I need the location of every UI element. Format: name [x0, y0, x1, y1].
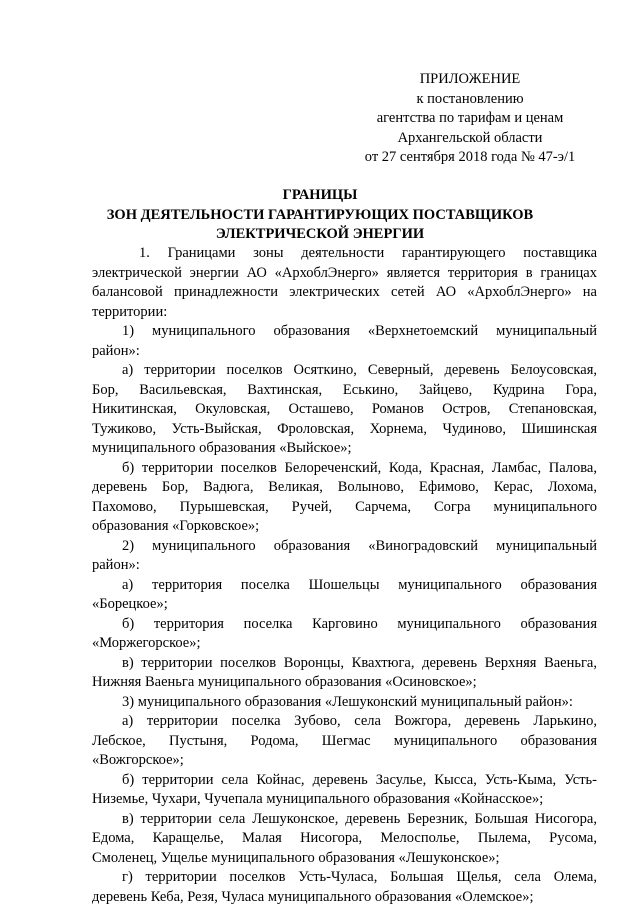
body-line: деревень Кеба, Резя, Чуласа муниципального образования «Олемское»;: [92, 888, 597, 907]
title-line: ГРАНИЦЫ: [0, 186, 640, 206]
body-line: б) территории поселков Белореченский, Кода, Красная, Ламбас, Палова,: [92, 459, 597, 479]
body-line: в) территории села Лешуконское, деревень Березник, Большая Нисогора,: [92, 810, 597, 830]
appendix-header: [340, 70, 600, 168]
body-line: Едома, Каращелье, Малая Нисогора, Мелосполье, Пылема, Русома,: [92, 829, 597, 849]
body-line: Тужиково, Усть-Выйская, Фроловская, Хорнема, Чудиново, Шишинская: [92, 420, 597, 440]
appendix-line: Архангельской области: [340, 129, 600, 149]
body-line: территории:: [92, 303, 597, 323]
appendix-title: ПРИЛОЖЕНИЕ: [340, 70, 600, 90]
body-line: б) территория поселка Карговино муниципального образования: [92, 615, 597, 635]
body-line: Низемье, Чухари, Чучепала муниципального образования «Койнасское»;: [92, 790, 597, 810]
body-line: муниципального образования «Выйское»;: [92, 439, 597, 459]
body-line: 3) муниципального образования «Лешуконский муниципальный район»:: [92, 693, 597, 713]
body-line: Лебское, Пустыня, Родома, Шегмас муниципального образования: [92, 732, 597, 752]
body-line: Никитинская, Окуловская, Осташево, Романов Остров, Степановская,: [92, 400, 597, 420]
body-line: электрической энергии АО «АрхоблЭнерго» является территория в границах: [92, 264, 597, 284]
body-line: а) территории поселка Зубово, села Вожгора, деревень Ларькино,: [92, 712, 597, 732]
body-line: Бор, Васильевская, Вахтинская, Еськино, Зайцево, Кудрина Гора,: [92, 381, 597, 401]
appendix-date-line: от 27 сентября 2018 года № 47-э/1: [340, 148, 600, 168]
body-line: район»:: [92, 556, 597, 576]
body-line: в) территории поселков Воронцы, Квахтюга, деревень Верхняя Ваеньга,: [92, 654, 597, 674]
body-line: 2) муниципального образования «Виноградовский муниципальный: [92, 537, 597, 557]
body-line: Пахомово, Пурышевская, Ручей, Сарчема, Согра муниципального: [92, 498, 597, 518]
title-line: ЭЛЕКТРИЧЕСКОЙ ЭНЕРГИИ: [0, 225, 640, 245]
body-line: 1. Границами зоны деятельности гарантирующего поставщика: [92, 244, 597, 264]
title-line: ЗОН ДЕЯТЕЛЬНОСТИ ГАРАНТИРУЮЩИХ ПОСТАВЩИКОВ: [0, 206, 640, 226]
body-line: деревень Бор, Вадюга, Великая, Волыново, Ефимово, Керас, Лохома,: [92, 478, 597, 498]
body-line: балансовой принадлежности электрических сетей АО «АрхоблЭнерго» на: [92, 283, 597, 303]
body-line: 1) муниципального образования «Верхнетоемский муниципальный: [92, 322, 597, 342]
body-line: «Вожгорское»;: [92, 751, 597, 771]
body-line: а) территория поселка Шошельцы муниципального образования: [92, 576, 597, 596]
body-line: б) территории села Койнас, деревень Засулье, Кысса, Усть-Кыма, Усть-: [92, 771, 597, 791]
body-line: «Борецкое»;: [92, 595, 597, 615]
document-title: [0, 186, 640, 245]
body-line: Нижняя Ваеньга муниципального образования «Осиновское»;: [92, 673, 597, 693]
body-line: а) территории поселков Осяткино, Северный, деревень Белоусовская,: [92, 361, 597, 381]
body-line: район»:: [92, 342, 597, 362]
body-line: Смоленец, Ущелье муниципального образования «Лешуконское»;: [92, 849, 597, 869]
appendix-line: агентства по тарифам и ценам: [340, 109, 600, 129]
body-line: образования «Горковское»;: [92, 517, 597, 537]
appendix-line: к постановлению: [340, 90, 600, 110]
body-line: г) территории поселков Усть-Чуласа, Большая Щелья, села Олема,: [92, 868, 597, 888]
document-body: [92, 244, 597, 907]
body-line: «Моржегорское»;: [92, 634, 597, 654]
